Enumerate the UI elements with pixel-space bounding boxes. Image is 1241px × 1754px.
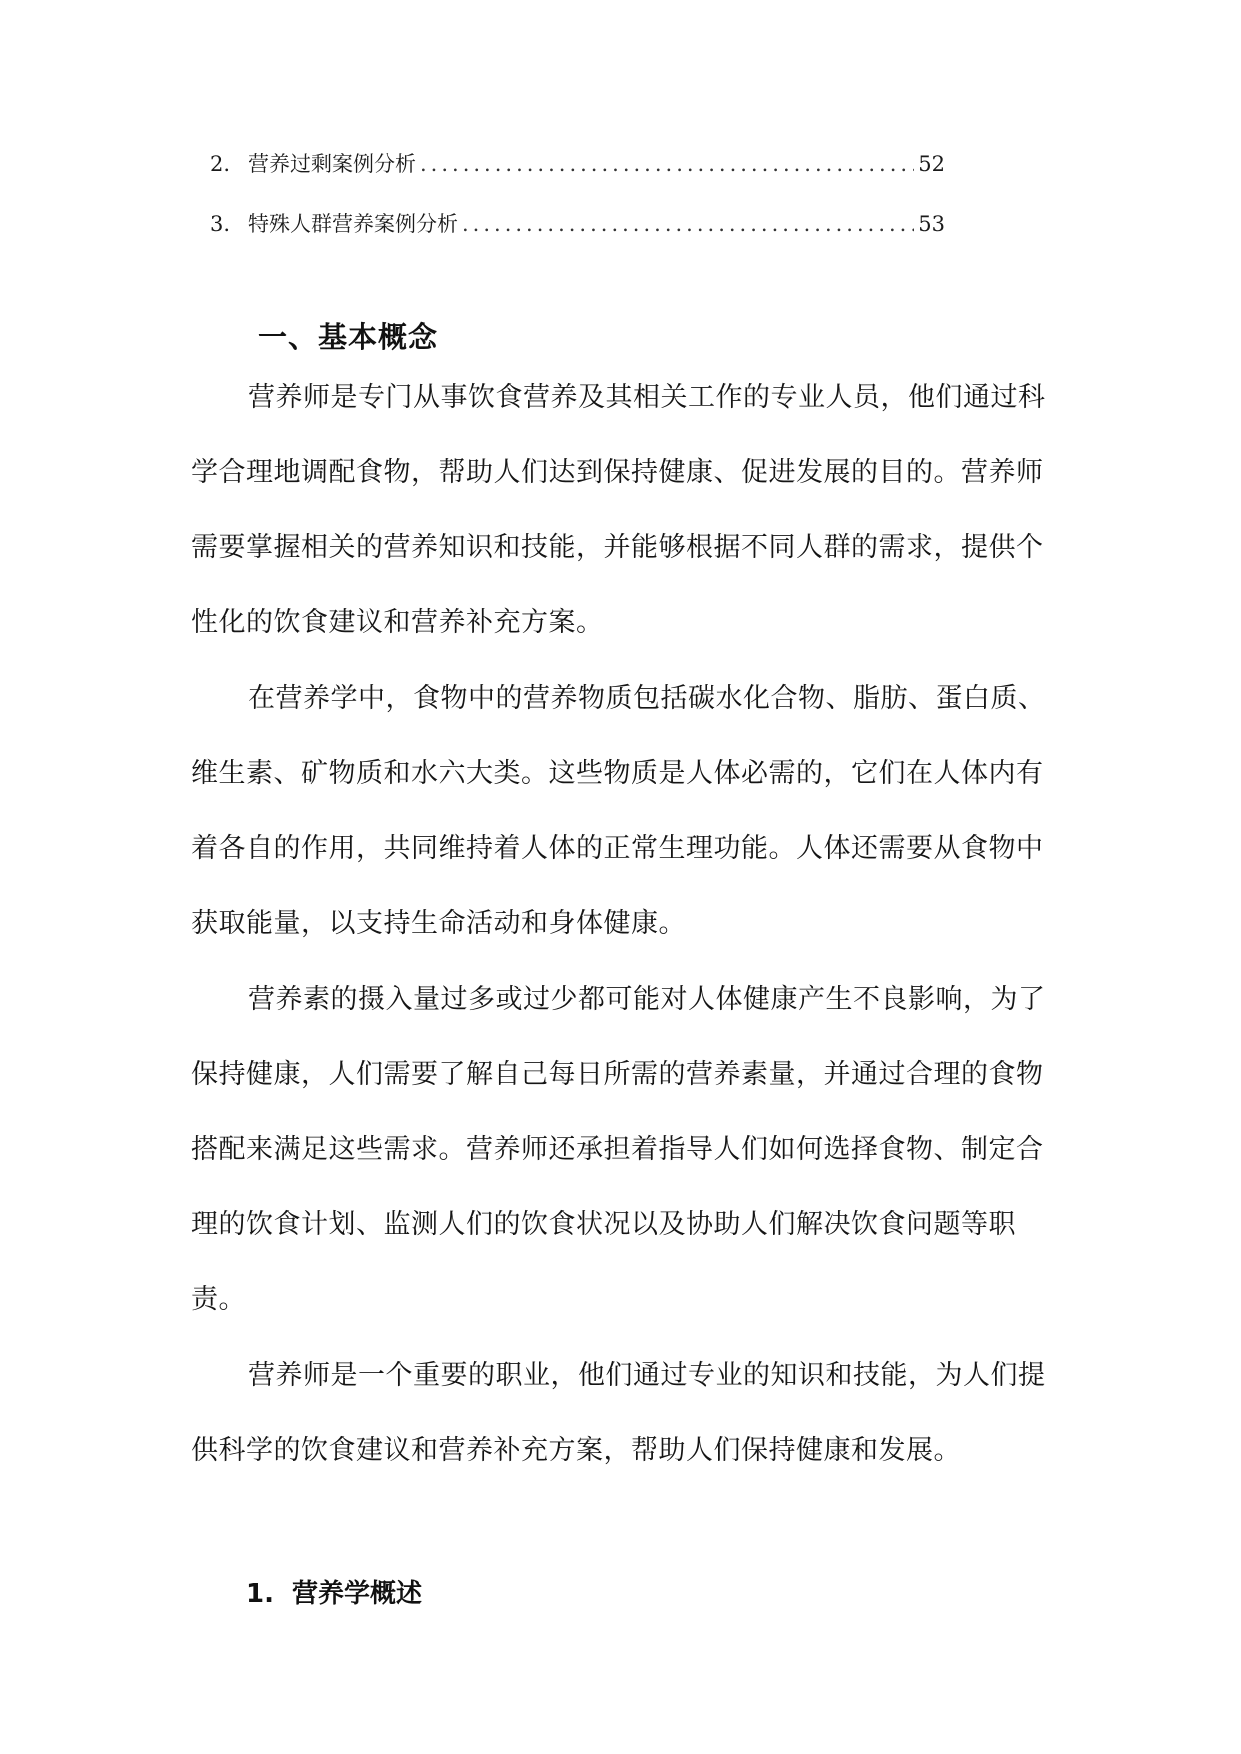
toc-leader-dots: [462, 212, 914, 236]
paragraph-2: 在营养学中，食物中的营养物质包括碳水化合物、脂肪、蛋白质、维生素、矿物质和水六大类。这些物质是人体必需的，它们在人体内有着各自的作用，共同维持着人体的正常生理功能。人体还需要从食物中获取能量，以支持生命活动和身体健康。: [191, 683, 1046, 939]
toc-entry-number: 2.: [210, 152, 231, 176]
toc-entry-number: 3.: [210, 212, 231, 236]
toc-leader-dots: [420, 152, 914, 176]
toc-entry-page: 53: [918, 212, 945, 236]
toc-entry[interactable]: [210, 208, 945, 268]
toc-entry[interactable]: [210, 148, 945, 208]
toc-entry-title: 特殊人群营养案例分析: [248, 212, 458, 236]
section-heading: 一、基本概念: [258, 320, 439, 354]
toc-entry-page: 52: [918, 152, 945, 176]
paragraph-1: 营养师是专门从事饮食营养及其相关工作的专业人员，他们通过科学合理地调配食物，帮助人们达到保持健康、促进发展的目的。营养师需要掌握相关的营养知识和技能，并能够根据不同人群的需求，提供个性化的饮食建议和营养补充方案。: [191, 382, 1046, 638]
table-of-contents: [210, 148, 945, 268]
paragraph-3: 营养素的摄入量过多或过少都可能对人体健康产生不良影响，为了保持健康，人们需要了解自己每日所需的营养素量，并通过合理的食物搭配来满足这些需求。营养师还承担着指导人们如何选择食物、制定合理的饮食计划、监测人们的饮食状况以及协助人们解决饮食问题等职责。: [191, 984, 1046, 1315]
subsection-heading: [246, 1573, 422, 1610]
paragraph-4: 营养师是一个重要的职业，他们通过专业的知识和技能，为人们提供科学的饮食建议和营养补充方案，帮助人们保持健康和发展。: [191, 1360, 1046, 1466]
toc-entry-title: 营养过剩案例分析: [248, 152, 416, 176]
subsection-title: 营养学概述: [291, 1579, 422, 1609]
subsection-number: 1.: [246, 1579, 274, 1609]
